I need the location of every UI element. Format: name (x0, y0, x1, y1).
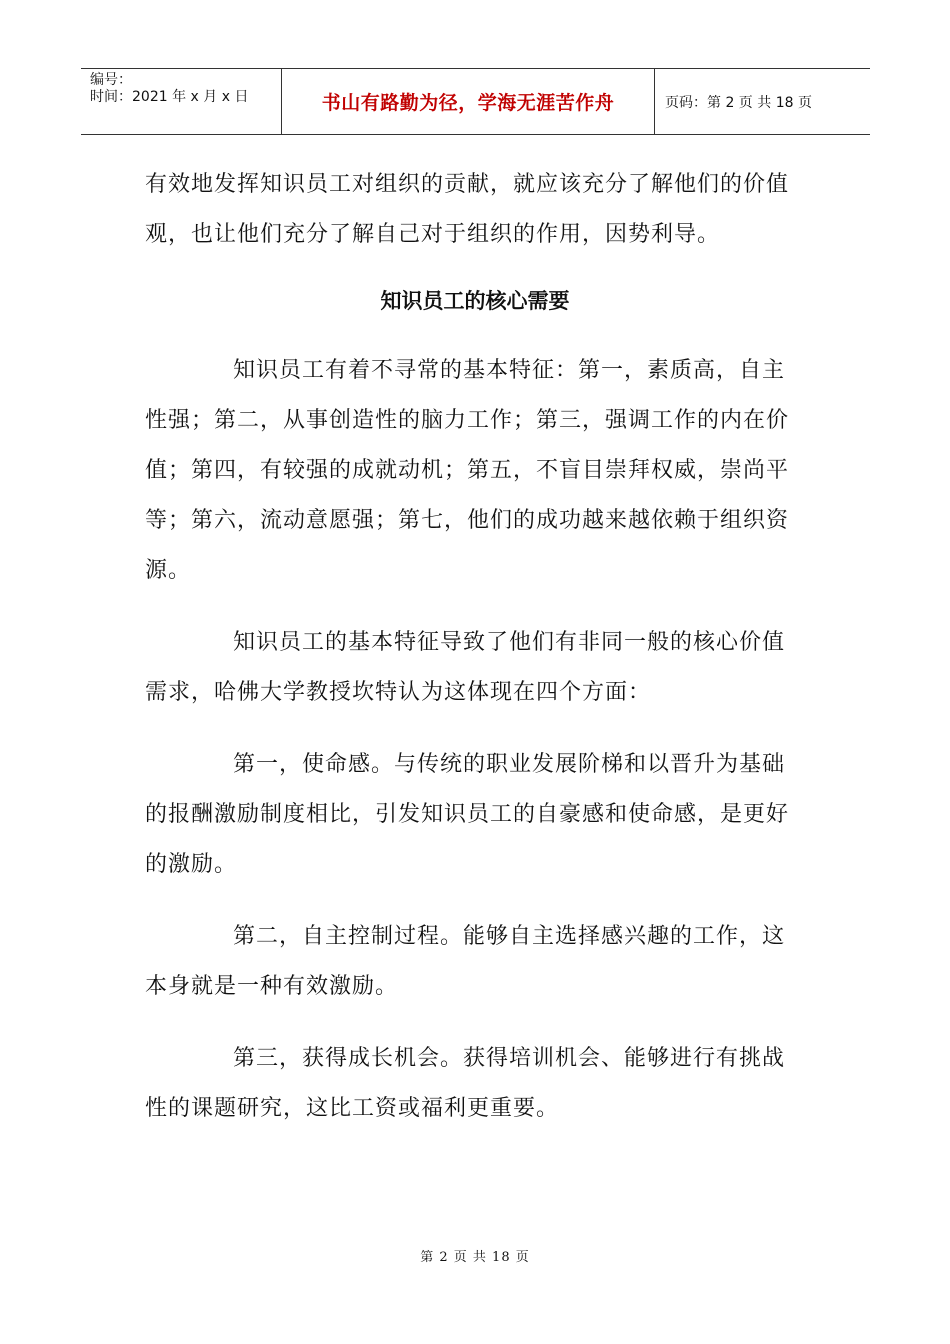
paragraph-autonomy: 第二，自主控制过程。能够自主选择感兴趣的工作，这本身就是一种有效激励。 (145, 924, 786, 999)
document-body (145, 160, 805, 1156)
paragraph-core-needs: 知识员工的基本特征导致了他们有非同一般的核心价值需求，哈佛大学教授坎特认为这体现在四个方面： (145, 630, 786, 705)
page-footer (0, 1246, 950, 1265)
document-number-label: 编号： (90, 72, 132, 88)
header-page-cell (655, 69, 870, 134)
page-header (81, 68, 870, 135)
header-motto-cell (282, 69, 655, 134)
document-time-label: 时间：2021 年 x 月 x 日 (90, 89, 249, 105)
footer-page-number: 第 2 页 共 18 页 (420, 1250, 530, 1265)
paragraph-growth: 第三，获得成长机会。获得培训机会、能够进行有挑战性的课题研究，这比工资或福利更重要。 (145, 1046, 786, 1121)
header-motto: 书山有路勤为径，学海无涯苦作舟 (321, 92, 615, 114)
intro-paragraph: 有效地发挥知识员工对组织的贡献，就应该充分了解他们的价值观，也让他们充分了解自己对于组织的作用，因势利导。 (145, 172, 790, 247)
paragraph-characteristics: 知识员工有着不寻常的基本特征：第一，素质高，自主性强；第二，从事创造性的脑力工作；第三，强调工作的内在价值；第四，有较强的成就动机；第五，不盲目崇拜权威，崇尚平等；第六，流动意愿强；第七，他们的成功越来越依赖于组织资源。 (145, 358, 790, 583)
section-heading: 知识员工的核心需要 (380, 289, 570, 313)
paragraph-mission: 第一，使命感。与传统的职业发展阶梯和以晋升为基础的报酬激励制度相比，引发知识员工的自豪感和使命感，是更好的激励。 (145, 752, 790, 877)
header-meta-cell (81, 69, 282, 134)
header-page-code: 页码：第 2 页 共 18 页 (665, 94, 812, 111)
